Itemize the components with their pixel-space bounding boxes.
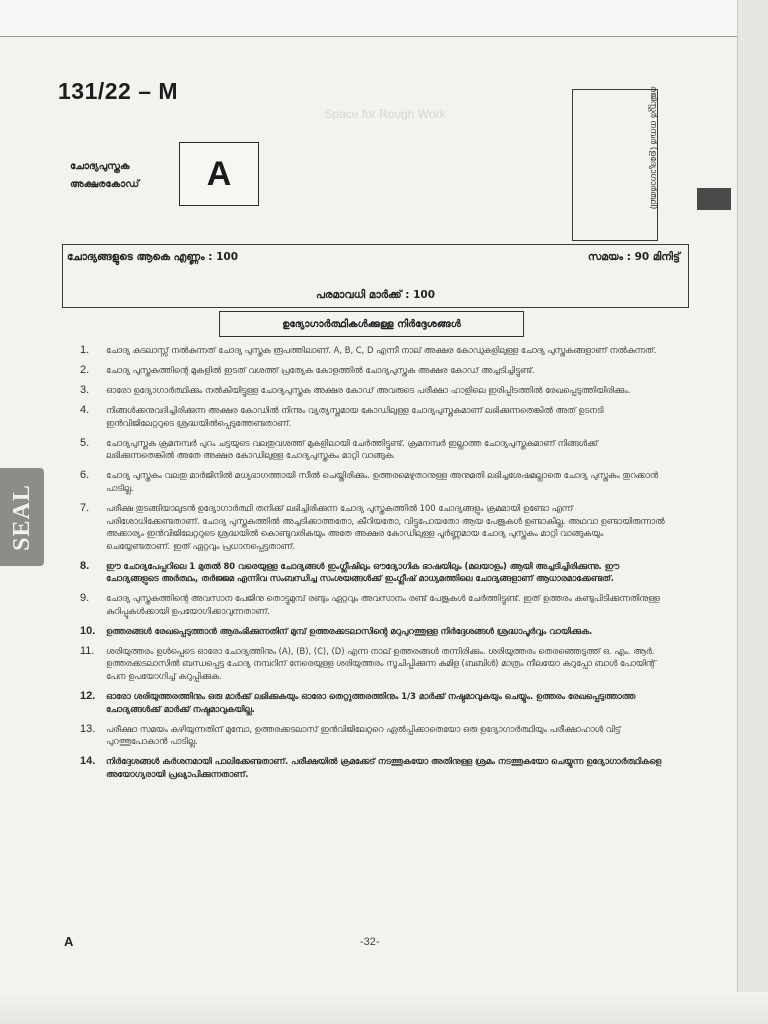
instruction-text: ചോദ്യ പുസ്തകം വലതു മാർജിനിൽ മധ്യഭാഗത്തായി സീൽ ചെയ്തിരിക്കും. ഉത്തരമെഴുതാനുള്ള അനുമതി ലഭിച്ചശേഷമല്ലാതെ ചോദ്യ പുസ്തകം തുറക്കാൻ പാടില്ല. <box>106 470 659 493</box>
instruction-text: ഓരോ ഉദ്യോഗാർത്ഥിക്കും നൽകിയിട്ടുള്ള ചോദ്യപുസ്തക അക്ഷര കോഡ് അവരുടെ പരീക്ഷാ ഹാളിലെ ഇരിപ്പിടത്തിൽ രേഖപ്പെടുത്തിയിരിക്കും. <box>106 385 631 396</box>
register-number-label: രജിസ്റ്റർ നമ്പർ (ഉദ്യോഗാർത്ഥി) <box>648 86 658 210</box>
instruction-item <box>80 344 668 357</box>
instruction-text: ചോദ്യ പുസ്തകത്തിന്റെ അവസാന പേജിനു തൊട്ടുമുമ്പ് രണ്ടും ഏറ്റവും അവസാനം രണ്ട് പേജുകൾ ചേർത്തിട്ടുണ്ട്. ഇത് ഉത്തരം കണ്ടുപിടിക്കുന്നതിനുള്ള കുറിപ്പുകൾക്കായി ഉപയോഗിക്കാവുന്നതാണ്. <box>106 593 660 616</box>
exam-time: സമയം : 90 മിനിട്ട് <box>587 251 680 263</box>
instruction-item <box>80 625 668 638</box>
instruction-text: ഉത്തരങ്ങൾ രേഖപ്പെടുത്താൻ ആരംഭിക്കുന്നതിന് മുമ്പ് ഉത്തരക്കടലാസിന്റെ മറുപുറത്തുള്ള നിർദ്ദേശങ്ങൾ ശ്രദ്ധാപൂർവ്വം വായിക്കുക. <box>106 625 593 636</box>
instructions-list <box>80 344 668 788</box>
instruction-item <box>80 592 668 617</box>
instruction-text: ഈ ചോദ്യപേപ്പറിലെ 1 മുതൽ 80 വരെയുള്ള ചോദ്യങ്ങൾ ഇംഗ്ലീഷിലും ഔദ്യോഗിക ഭാഷയിലും (മലയാളം) ആയി അച്ചടിച്ചിരിക്കുന്നു. ഈ ചോദ്യങ്ങളുടെ അർത്ഥം, തർജ്ജമ എന്നിവ സംബന്ധിച്ച സംശയങ്ങൾക്ക് ഇംഗ്ലീഷ് മാധ്യമത്തിലെ ചോദ്യങ്ങളാണ് ആധാരമാക്കേണ്ടത്. <box>106 560 620 584</box>
instruction-text: പരീക്ഷാ സമയം കഴിയുന്നതിന് മുമ്പോ, ഉത്തരക്കടലാസ് ഇൻവിജിലേറ്ററെ ഏൽപ്പിക്കാതെയോ ഒരു ഉദ്യോഗാർത്ഥിയും പരീക്ഷാഹാൾ വിട്ട് പുറത്തുപോകാൻ പാടില്ല. <box>106 723 621 747</box>
instruction-item <box>80 723 668 748</box>
instruction-text: ചോദ്യ പുസ്തകത്തിന്റെ മുകളിൽ ഇടത് വശത്ത് പ്രത്യേക കോളത്തിൽ ചോദ്യപുസ്തക അക്ഷര കോഡ് അച്ചടിച്ചിട്ടുണ്ട്. <box>106 365 535 376</box>
instruction-number: 11. <box>80 644 95 657</box>
instruction-text: ഓരോ ശരിയുത്തരത്തിനും ഒരു മാർക്ക് ലഭിക്കുകയും ഓരോ തെറ്റുത്തരത്തിനും 1/3 മാർക്ക് നഷ്ടമാവുകയും ചെയ്യും. ഉത്തരം രേഖപ്പെടുത്താത്ത ചോദ്യങ്ങൾക്ക് മാർക്ക് നഷ്ടമാവുകയില്ല. <box>106 691 636 714</box>
instruction-item <box>80 437 668 462</box>
footer-booklet-letter: A <box>64 934 74 949</box>
instruction-number: 9. <box>80 592 90 605</box>
instruction-text: ചോദ്യ കടലാസ്സ് നൽകുന്നത് ചോദ്യ പുസ്തക രൂപത്തിലാണ്. A, B, C, D എന്നീ നാല് അക്ഷര കോഡുകളിലുള്ള ചോദ്യ പുസ്തകങ്ങളാണ് നൽകുന്നത്. <box>106 345 657 355</box>
instruction-item <box>80 755 668 780</box>
instruction-number: 7. <box>80 502 90 515</box>
instruction-item <box>80 690 668 715</box>
instruction-number: 10. <box>80 624 96 637</box>
instructions-heading: ഉദ്യോഗാർത്ഥികൾക്കുള്ള നിർദ്ദേശങ്ങൾ <box>219 311 524 337</box>
instruction-number: 13. <box>80 722 96 735</box>
footer-page-number: -32- <box>360 936 380 948</box>
instruction-number: 4. <box>80 404 90 417</box>
seal-tab <box>0 468 44 566</box>
instruction-number: 6. <box>80 469 90 482</box>
instruction-text: ശരിയുത്തരം ഉൾപ്പെടെ ഓരോ ചോദ്യത്തിനും (A), (B), (C), (D) എന്ന നാല് ഉത്തരങ്ങൾ തന്നിരിക്കും. ശരിയുത്തരം തെരഞ്ഞെടുത്ത് ഒ. എം. ആർ. ഉത്തരക്കടലാസിൽ ബന്ധപ്പെട്ട ചോദ്യ നമ്പറിന് നേരെയുള്ള ശരിയുത്തരം സൂചിപ്പിക്കുന്ന കുമിള (ബബിൾ) മാത്രം നീലയോ കറുപ്പോ ബാൾ പോയിന്റ് പേന ഉപയോഗിച്ച് കറുപ്പിക്കുക. <box>106 645 656 681</box>
booklet-code-letter: A <box>206 154 232 193</box>
seal-label: SEAL <box>8 483 35 551</box>
booklet-code-label-line1: ചോദ്യപുസ്തക <box>70 161 130 172</box>
scan-right-edge <box>737 0 768 1024</box>
bleed-through-text: Space for Rough Work <box>324 107 446 121</box>
instruction-item <box>80 502 668 552</box>
instruction-item <box>80 469 668 494</box>
instruction-number: 2. <box>80 364 90 377</box>
instruction-item <box>80 384 668 397</box>
instruction-number: 1. <box>80 344 90 356</box>
instruction-number: 3. <box>80 384 90 397</box>
instruction-text: ചോദ്യപുസ്തക ക്രമനമ്പർ പുറം ചട്ടയുടെ വലതുവശത്ത് മുകളിലായി ചേർത്തിട്ടുണ്ട്. ക്രമനമ്പർ ഇല്ലാത്ത ചോദ്യപുസ്തകമാണ് നിങ്ങൾക്ക് ലഭിക്കുന്നതെങ്കിൽ അതേ അക്ഷര കോഡിലുള്ള ചോദ്യപുസ്തകം മാറ്റി വാങ്ങുക. <box>106 437 598 461</box>
scan-top-band <box>0 0 768 37</box>
paper-code: 131/22 – M <box>58 78 179 104</box>
instruction-text: നിങ്ങൾക്കനുവദിച്ചിരിക്കുന്ന അക്ഷര കോഡിൽ നിന്നും വ്യത്യസ്തമായ കോഡിലുള്ള ചോദ്യപുസ്തകമാണ് ലഭിക്കുന്നതെങ്കിൽ അത് ഉടനടി ഇൻവിജിലേറ്ററുടെ ശ്രദ്ധയിൽപ്പെടുത്തേണ്ടതാണ്. <box>106 405 604 428</box>
instruction-item <box>80 364 668 377</box>
max-marks: പരമാവധി മാർക്ക് : 100 <box>315 289 436 301</box>
booklet-code-label <box>70 158 170 194</box>
instruction-number: 5. <box>80 436 90 449</box>
instruction-text: പരീക്ഷ തുടങ്ങിയാലുടൻ ഉദ്യോഗാർത്ഥി തനിക്ക് ലഭിച്ചിരിക്കുന്ന ചോദ്യ പുസ്തകത്തിൽ 100 ചോദ്യങ്ങളും ക്രമമായി ഉണ്ടോ എന്ന് പരിശോധിക്കേണ്ടതാണ്. ചോദ്യ പുസ്തകത്തിൽ അച്ചടിക്കാത്തതോ, കീറിയതോ, വിട്ടുപോയതോ ആയ പേജുകൾ ഉണ്ടാകില്ല. അഥവാ ഉണ്ടായിരുന്നാൽ അക്കാര്യം ഇൻവിജിലേറ്ററുടെ ശ്രദ്ധയിൽ കൊണ്ടുവരികയും അതേ അക്ഷര കോഡിലുള്ള പൂർണ്ണമായ ചോദ്യ പുസ്തകം മാറ്റി വാങ്ങുകയും ചെയ്യേണ്ടതാണ്. ഇത് ഏറ്റവും പ്രധാനപ്പെട്ടതാണ്. <box>106 503 665 551</box>
instruction-number: 14. <box>80 755 96 768</box>
instruction-item <box>80 404 668 429</box>
edge-index-tab <box>697 188 731 210</box>
instruction-number: 8. <box>80 559 90 572</box>
exam-info-box <box>62 244 689 308</box>
scan-bottom-shadow <box>0 992 768 1024</box>
instruction-text: നിർദ്ദേശങ്ങൾ കർശനമായി പാലിക്കേണ്ടതാണ്. പരീക്ഷയിൽ ക്രമക്കേട് നടത്തുകയോ അതിനുള്ള ശ്രമം നടത്തുകയോ ചെയ്യുന്ന ഉദ്യോഗാർത്ഥികളെ അയോഗ്യരായി പ്രഖ്യാപിക്കുന്നതാണ്. <box>106 756 662 779</box>
instruction-number: 12. <box>80 690 96 703</box>
booklet-code-label-line2: അക്ഷരകോഡ് <box>70 179 140 190</box>
instruction-item <box>80 560 668 585</box>
booklet-code-box <box>179 142 259 206</box>
total-questions: ചോദ്യങ്ങളുടെ ആകെ എണ്ണം : 100 <box>67 251 239 263</box>
instruction-item <box>80 645 668 683</box>
